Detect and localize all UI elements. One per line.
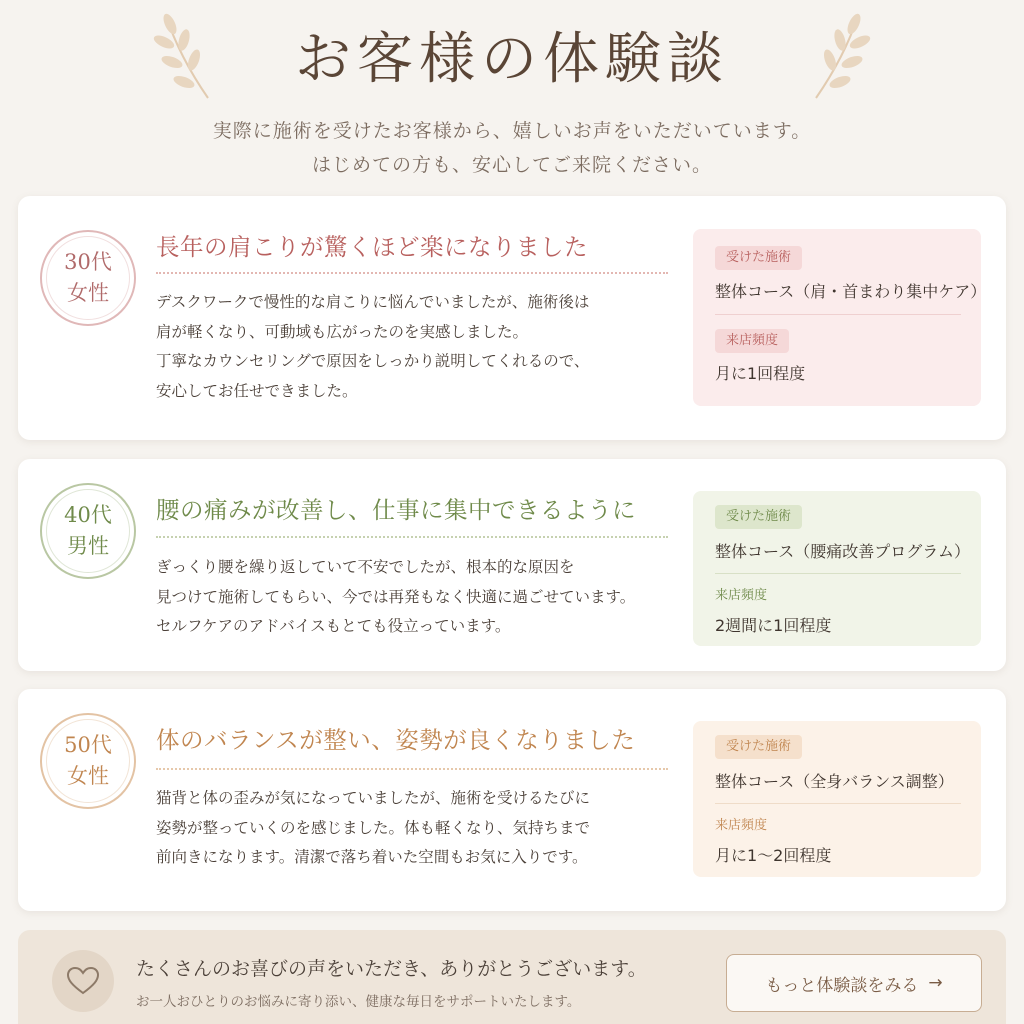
body-line: セルフケアのアドバイスもとても役立っています。 — [156, 617, 511, 635]
frequency-tag: 来店頻度 — [715, 818, 768, 833]
age-gender-badge — [40, 483, 136, 579]
testimonial-card — [18, 689, 1006, 911]
frequency-tag: 来店頻度 — [715, 588, 768, 603]
age-label: 50代 — [64, 733, 112, 757]
leaf-branch-icon — [804, 10, 874, 102]
arrow-right-icon: → — [928, 973, 943, 993]
dotted-divider — [156, 272, 668, 274]
panel-divider — [715, 314, 961, 315]
more-button-label: もっと体験談をみる — [765, 975, 919, 996]
panel-divider — [715, 803, 961, 804]
gender-label: 男性 — [67, 534, 109, 558]
page-subtitle: はじめての方も、安心してご来院ください。 — [311, 154, 712, 176]
footer-banner — [18, 930, 1006, 1024]
panel-divider — [715, 573, 961, 574]
treatment-value: 整体コース（全身バランス調整） — [715, 772, 954, 791]
body-line: 肩が軽くなり、可動域も広がったのを実感しました。 — [156, 322, 529, 341]
footer-message: たくさんのお喜びの声をいただき、ありがとうございます。 — [136, 958, 647, 980]
testimonial-body — [156, 288, 696, 406]
body-line: 安心してお任せできました。 — [156, 381, 358, 400]
testimonial-card — [18, 196, 1006, 440]
age-gender-badge — [40, 713, 136, 809]
frequency-tag: 来店頻度 — [715, 329, 789, 353]
testimonial-body — [156, 784, 696, 873]
body-line: 丁寧なカウンセリングで原因をしっかり説明してくれるので、 — [156, 352, 590, 370]
age-label: 40代 — [64, 503, 112, 527]
testimonial-body — [156, 553, 696, 642]
body-line: デスクワークで慢性的な肩こりに悩んでいましたが、施術後は — [156, 293, 590, 311]
testimonial-title: 腰の痛みが改善し、仕事に集中できるように — [156, 496, 636, 524]
gender-label: 女性 — [67, 281, 109, 305]
age-gender-badge — [40, 230, 136, 326]
treatment-value: 整体コース（肩・首まわり集中ケア） — [715, 282, 987, 301]
body-line: 猫背と体の歪みが気になっていましたが、施術を受けるたびに — [156, 789, 591, 807]
dotted-divider — [156, 536, 668, 538]
body-line: 姿勢が整っていくのを感じました。体も軽くなり、気持ちまで — [156, 818, 591, 837]
frequency-value: 2週間に1回程度 — [715, 616, 832, 635]
treatment-tag: 受けた施術 — [715, 246, 802, 270]
more-testimonials-button[interactable] — [726, 954, 982, 1012]
testimonial-title: 体のバランスが整い、姿勢が良くなりました — [156, 726, 636, 754]
dotted-divider — [156, 768, 668, 770]
treatment-info-panel — [693, 721, 981, 877]
page-title: お客様の体験談 — [295, 27, 729, 92]
frequency-value: 月に1〜2回程度 — [715, 846, 832, 865]
testimonial-card — [18, 459, 1006, 671]
testimonial-title: 長年の肩こりが驚くほど楽になりました — [156, 233, 588, 261]
body-line: ぎっくり腰を繰り返していて不安でしたが、根本的な原因を — [156, 558, 575, 576]
treatment-tag: 受けた施術 — [715, 735, 802, 759]
page-subtitle: 実際に施術を受けたお客様から、嬉しいお声をいただいています。 — [212, 120, 812, 142]
treatment-value: 整体コース（腰痛改善プログラム） — [715, 542, 971, 561]
treatment-tag: 受けた施術 — [715, 505, 802, 529]
age-label: 30代 — [64, 250, 112, 274]
page-header — [0, 0, 1024, 192]
heart-icon — [66, 966, 100, 996]
treatment-info-panel — [693, 229, 987, 406]
gender-label: 女性 — [67, 764, 109, 788]
treatment-info-panel — [693, 491, 981, 646]
heart-icon-circle — [52, 950, 114, 1012]
body-line: 前向きになります。清潔で落ち着いた空間もお気に入りです。 — [156, 848, 588, 866]
frequency-value: 月に1回程度 — [715, 364, 806, 383]
body-line: 見つけて施術してもらい、今では再発もなく快適に過ごせています。 — [156, 587, 636, 606]
footer-sub-message: お一人おひとりのお悩みに寄り添い、健康な毎日をサポートいたします。 — [136, 994, 581, 1010]
